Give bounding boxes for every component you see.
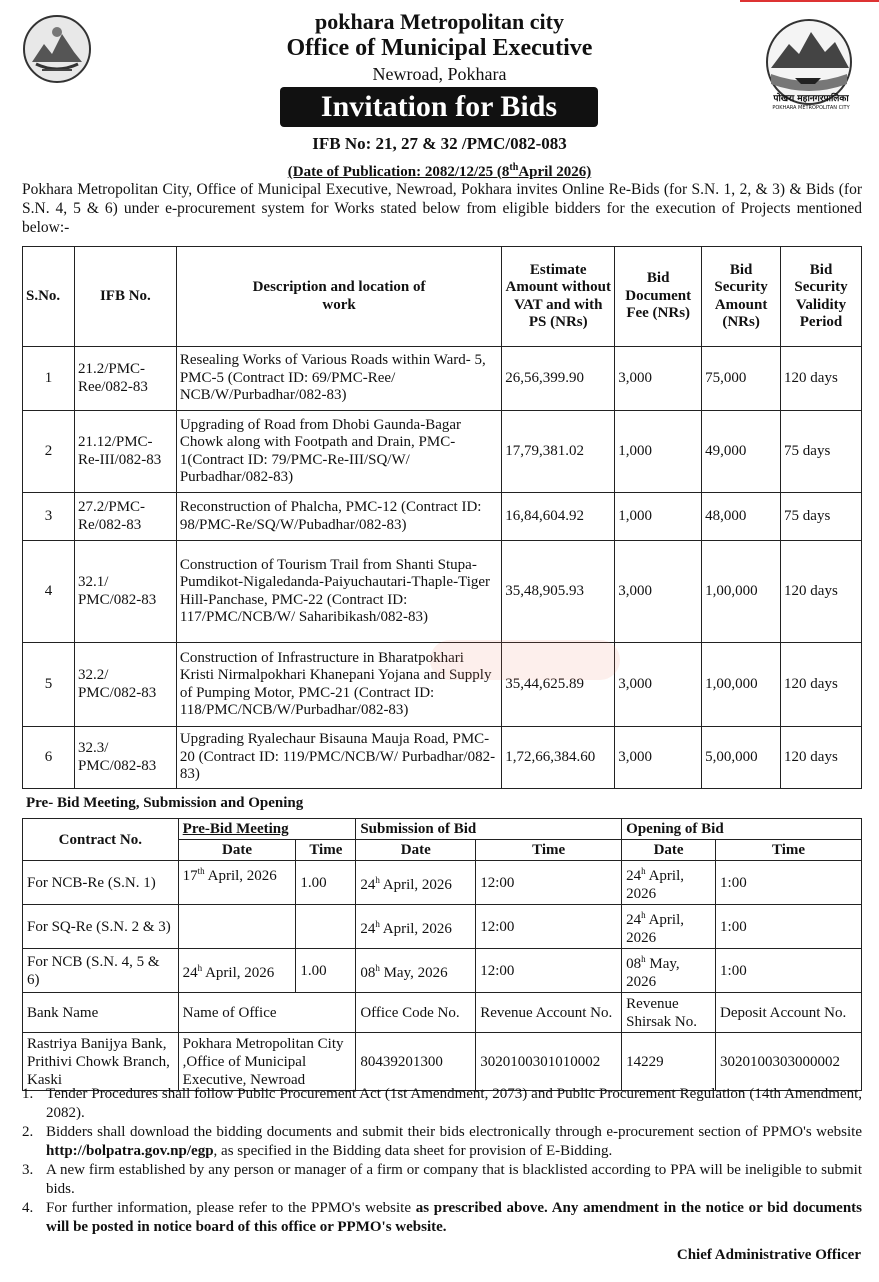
note-number: 4.: [22, 1200, 34, 1216]
note-item: [22, 1161, 862, 1199]
cell-ifb: 21.2/PMC-Ree/082-83: [74, 347, 176, 411]
cell-fee: 3,000: [615, 727, 702, 789]
pub-date-prefix: (Date of Publication: 2082/12/25 (: [287, 164, 502, 180]
col-header-description: Description and location of work: [176, 247, 501, 347]
cell-ifb: 32.2/ PMC/082-83: [74, 643, 176, 727]
cell-validity: 120 days: [781, 643, 862, 727]
cell-revenue-account: 3020100301010002: [476, 1033, 622, 1091]
cell-revenue-shirsak: 14229: [622, 1033, 716, 1091]
cell-opening-time: 1:00: [716, 949, 862, 993]
note-text: For further information, please refer to the PPMO's website: [46, 1200, 416, 1216]
col-header-office-code: Office Code No.: [356, 993, 476, 1033]
cell-description: Resealing Works of Various Roads within Ward- 5, PMC-5 (Contract ID: 69/PMC-Ree/ NCB/W/Purbadhar/082-83): [176, 347, 501, 411]
cell-fee: 3,000: [615, 347, 702, 411]
cell-estimate: 35,48,905.93: [502, 541, 615, 643]
pub-date-suffix: April 2026): [518, 164, 592, 180]
schedule-header-row: [23, 819, 862, 840]
note-number: 2.: [22, 1124, 34, 1140]
title-banner: [280, 87, 598, 127]
note-number: 3.: [22, 1162, 34, 1178]
col-header-bank: Bank Name: [23, 993, 179, 1033]
col-header-deposit-account: Deposit Account No.: [716, 993, 862, 1033]
col-header-security: Bid Security Amount (NRs): [702, 247, 781, 347]
note-text-bold: as prescribed above. Any amendment in the notice or bid documents will be posted in notice board of this office or PPMO's website.: [46, 1200, 863, 1235]
col-header-validity: Bid Security Validity Period: [781, 247, 862, 347]
col-header-date: Date: [178, 840, 296, 861]
cell-fee: 3,000: [615, 643, 702, 727]
cell-opening-date: 24$^h$ April, 2026: [622, 861, 716, 905]
page-title: Invitation for Bids: [320, 90, 558, 123]
note-number: 1.: [22, 1086, 34, 1102]
cell-sn: 1: [23, 347, 75, 411]
cell-validity: 120 days: [781, 347, 862, 411]
cell-estimate: 26,56,399.90: [502, 347, 615, 411]
cell-fee: 1,000: [615, 411, 702, 493]
watermark: [430, 640, 620, 680]
cell-opening-time: 1:00: [716, 905, 862, 949]
cell-office: Pokhara Metropolitan City ,Office of Municipal Executive, Newroad: [178, 1033, 356, 1091]
pub-date-sup: th: [509, 162, 519, 173]
schedule-title: Pre- Bid Meeting, Submission and Opening: [26, 795, 304, 811]
col-header-time: Time: [476, 840, 622, 861]
col-header-date: Date: [622, 840, 716, 861]
col-header-opening: Opening of Bid: [622, 819, 862, 840]
cell-estimate: 16,84,604.92: [502, 493, 615, 541]
cell-validity: 75 days: [781, 493, 862, 541]
cell-fee: 3,000: [615, 541, 702, 643]
cell-security: 75,000: [702, 347, 781, 411]
table-row: [23, 493, 862, 541]
cell-submission-date: 24$^h$ April, 2026: [356, 861, 476, 905]
cell-office-code: 80439201300: [356, 1033, 476, 1091]
logo-caption-en: POKHARA METROPOLITAN CITY: [772, 105, 850, 111]
col-header-time: Time: [716, 840, 862, 861]
works-table: [22, 246, 862, 789]
cell-prebid-date: 17th April, 2026: [178, 861, 296, 905]
works-header-row: [23, 247, 862, 347]
col-header-time: Time: [296, 840, 356, 861]
ifb-number: IFB No: 21, 27 & 32 /PMC/082-083: [312, 134, 567, 153]
signature-title: Chief Administrative Officer: [676, 1247, 861, 1263]
cell-description: Construction of Infrastructure in Bharatpokhari Kristi Nirmalpokhari Khanepani Yojana and Supply of Pumping Motor, PMC-21 (Contract ID: 118/PMC/NCB/W/Purbadhar/082-83): [176, 643, 501, 727]
cell-security: 49,000: [702, 411, 781, 493]
cell-bank: Rastriya Banijya Bank, Prithivi Chowk Branch, Kaski: [23, 1033, 179, 1091]
table-row: [23, 861, 862, 905]
cell-sn: 5: [23, 643, 75, 727]
note-text: Tender Procedures shall follow Public Procurement Act (1st Amendment, 2073) and Public Procurement Regulation (14th Amendment, 2082).: [46, 1086, 862, 1121]
col-header-contract: Contract No.: [23, 819, 179, 861]
notes-list: [22, 1085, 862, 1237]
note-text: , as specified in the Bidding data sheet for provision of E-Bidding.: [213, 1143, 613, 1159]
col-header-estimate: Estimate Amount without VAT and with PS (NRs): [502, 247, 615, 347]
cell-sn: 3: [23, 493, 75, 541]
col-header-fee: Bid Document Fee (NRs): [615, 247, 702, 347]
logo-caption-np: पोखरा महानगरपालिका: [773, 94, 849, 104]
cell-contract: For NCB-Re (S.N. 1): [23, 861, 179, 905]
note-text: A new firm established by any person or manager of a firm or company that is blacklisted according to PPA will be ineligible to submit bids.: [46, 1162, 862, 1197]
cell-ifb: 27.2/PMC-Re/082-83: [74, 493, 176, 541]
col-header-sn: S.No.: [23, 247, 75, 347]
cell-ifb: 21.12/PMC-Re-III/082-83: [74, 411, 176, 493]
cell-estimate: 35,44,625.89: [502, 643, 615, 727]
cell-opening-time: 1:00: [716, 861, 862, 905]
cell-prebid-time: [296, 905, 356, 949]
cell-description: Upgrading of Road from Dhobi Gaunda-Bagar Chowk along with Footpath and Drain, PMC-1(Contract ID: 79/PMC-Re-III/SQ/W/ Purbadhar/082-83): [176, 411, 501, 493]
table-row: [23, 949, 862, 993]
col-header-prebid: Pre-Bid Meeting: [178, 819, 356, 840]
publication-date: [0, 158, 879, 182]
cell-description: Upgrading Ryalechaur Bisauna Mauja Road, PMC-20 (Contract ID: 119/PMC/NCB/W/ Purbadhar/082-83): [176, 727, 501, 789]
cell-submission-date: 08$^h$ May, 2026: [356, 949, 476, 993]
table-row: [23, 905, 862, 949]
cell-security: 1,00,000: [702, 541, 781, 643]
cell-validity: 75 days: [781, 411, 862, 493]
cell-fee: 1,000: [615, 493, 702, 541]
egp-link[interactable]: http://bolpatra.gov.np/egp: [46, 1143, 214, 1159]
table-row: [23, 541, 862, 643]
intro-paragraph: Pokhara Metropolitan City, Office of Municipal Executive, Newroad, Pokhara invites Online Re-Bids (for S.N. 1, 2, & 3) & Bids (for S.N. 4, 5 & 6) under e-procurement system for Works stated below from eligible bidders for the execution of Projects mentioned below:-: [22, 181, 862, 236]
note-text: Bidders shall download the bidding documents and submit their bids electronically through e-procurement section of PPMO's website: [46, 1124, 862, 1140]
cell-description: Construction of Tourism Trail from Shanti Stupa-Pumdikot-Nigaledanda-Paiyuchautari-Thaple-Tiger Hill-Panchase, PMC-22 (Contract ID: 117/PMC/NCB/W/ Saharibikash/082-83): [176, 541, 501, 643]
col-header-submission: Submission of Bid: [356, 819, 622, 840]
cell-description: Reconstruction of Phalcha, PMC-12 (Contract ID: 98/PMC-Re/SQ/W/Pubadhar/082-83): [176, 493, 501, 541]
schedule-table: [22, 818, 862, 1091]
cell-sn: 6: [23, 727, 75, 789]
col-header-date: Date: [356, 840, 476, 861]
cell-security: 5,00,000: [702, 727, 781, 789]
table-row: [23, 411, 862, 493]
cell-submission-time: 12:00: [476, 861, 622, 905]
cell-ifb: 32.1/ PMC/082-83: [74, 541, 176, 643]
city-name: pokhara Metropolitan city: [315, 9, 564, 34]
cell-ifb: 32.3/ PMC/082-83: [74, 727, 176, 789]
table-row: [23, 727, 862, 789]
cell-estimate: 1,72,66,384.60: [502, 727, 615, 789]
note-item: [22, 1123, 862, 1161]
cell-prebid-time: 1.00: [296, 949, 356, 993]
col-header-revenue-shirsak: Revenue Shirsak No.: [622, 993, 716, 1033]
bank-header-row: [23, 993, 862, 1033]
bank-row: [23, 1033, 862, 1091]
pub-date-day: 8: [501, 164, 510, 180]
cell-deposit-account: 3020100303000002: [716, 1033, 862, 1091]
cell-submission-time: 12:00: [476, 949, 622, 993]
cell-prebid-date: [178, 905, 296, 949]
col-header-revenue-account: Revenue Account No.: [476, 993, 622, 1033]
cell-prebid-time: 1.00: [296, 861, 356, 905]
cell-sn: 2: [23, 411, 75, 493]
cell-contract: For SQ-Re (S.N. 2 & 3): [23, 905, 179, 949]
cell-contract: For NCB (S.N. 4, 5 & 6): [23, 949, 179, 993]
table-row: [23, 347, 862, 411]
cell-submission-time: 12:00: [476, 905, 622, 949]
note-item: [22, 1199, 862, 1237]
office-address: Newroad, Pokhara: [372, 64, 507, 84]
cell-prebid-date: 24$^h$ April, 2026: [178, 949, 296, 993]
cell-sn: 4: [23, 541, 75, 643]
cell-security: 1,00,000: [702, 643, 781, 727]
note-item: [22, 1085, 862, 1123]
cell-submission-date: 24$^h$ April, 2026: [356, 905, 476, 949]
cell-validity: 120 days: [781, 541, 862, 643]
col-header-office: Name of Office: [178, 993, 356, 1033]
cell-opening-date: 08$^h$ May, 2026: [622, 949, 716, 993]
office-name: Office of Municipal Executive: [286, 35, 593, 61]
cell-security: 48,000: [702, 493, 781, 541]
cell-opening-date: 24$^h$ April, 2026: [622, 905, 716, 949]
top-red-line: [740, 0, 879, 2]
cell-estimate: 17,79,381.02: [502, 411, 615, 493]
cell-validity: 120 days: [781, 727, 862, 789]
col-header-ifb: IFB No.: [74, 247, 176, 347]
